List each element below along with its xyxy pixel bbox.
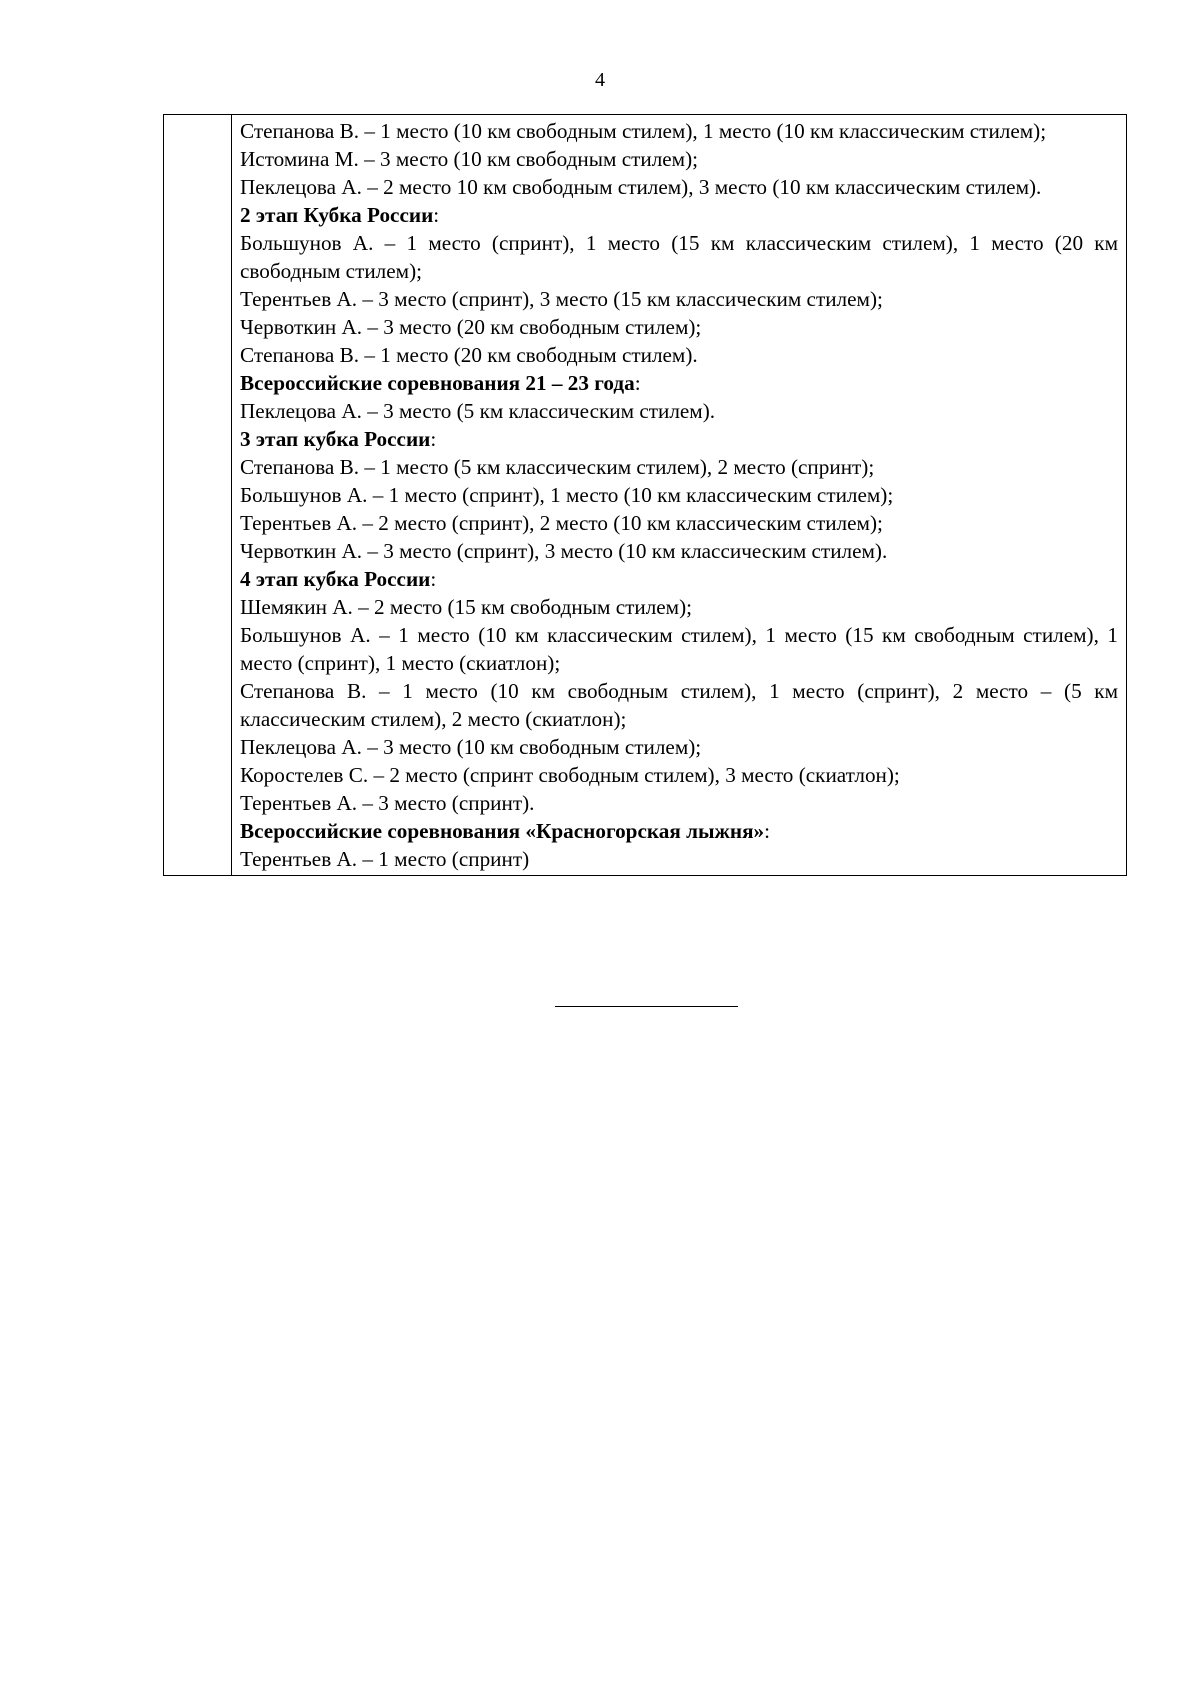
result-line: Коростелев С. – 2 место (спринт свободным стилем), 3 место (скиатлон);: [240, 763, 900, 787]
result-line: Терентьев А. – 1 место (спринт): [240, 847, 530, 871]
table-row: [164, 115, 1127, 876]
section-heading: [240, 565, 1118, 593]
section-heading-colon: :: [430, 567, 437, 591]
results-list: [240, 117, 1118, 873]
result-line: Червоткин А. – 3 место (20 км свободным стилем);: [240, 315, 702, 339]
table-cell-content: [232, 115, 1127, 876]
result-line: Пеклецова А. – 3 место (5 км классическим стилем).: [240, 399, 716, 423]
result-line: Червоткин А. – 3 место (спринт), 3 место (10 км классическим стилем).: [240, 539, 888, 563]
result-line: Большунов А. – 1 место (10 км классическим стилем), 1 место (15 км свободным стилем), 1 место (спринт), 1 место (скиатлон);: [240, 623, 1118, 675]
result-line: Терентьев А. – 3 место (спринт), 3 место (15 км классическим стилем);: [240, 287, 883, 311]
section-heading-text: Всероссийские соревнования 21 – 23 года: [240, 371, 635, 395]
table-cell-empty: [164, 115, 232, 876]
section-heading-text: 4 этап кубка России: [240, 567, 431, 591]
section-heading: [240, 817, 1118, 845]
result-line: Степанова В. – 1 место (10 км свободным стилем), 1 место (10 км классическим стилем);: [240, 119, 1047, 143]
results-table: [163, 114, 1127, 876]
section-heading-colon: :: [430, 427, 437, 451]
result-line: Терентьев А. – 2 место (спринт), 2 место (10 км классическим стилем);: [240, 511, 883, 535]
result-line: Степанова В. – 1 место (20 км свободным стилем).: [240, 343, 698, 367]
section-heading-text: Всероссийские соревнования «Красногорская лыжня»: [240, 819, 765, 843]
section-heading-text: 3 этап кубка России: [240, 427, 431, 451]
section-heading-colon: :: [634, 371, 641, 395]
result-line: Истомина М. – 3 место (10 км свободным стилем);: [240, 147, 699, 171]
section-heading-colon: :: [764, 819, 771, 843]
section-heading-text: 2 этап Кубка России: [240, 203, 434, 227]
result-line: Пеклецова А. – 2 место 10 км свободным стилем), 3 место (10 км классическим стилем).: [240, 175, 1042, 199]
result-line: Пеклецова А. – 3 место (10 км свободным стилем);: [240, 735, 702, 759]
section-heading: [240, 425, 1118, 453]
section-heading: [240, 201, 1118, 229]
result-line: Степанова В. – 1 место (10 км свободным стилем), 1 место (спринт), 2 место – (5 км классическим стилем), 2 место (скиатлон);: [240, 679, 1118, 731]
result-line: Терентьев А. – 3 место (спринт).: [240, 791, 535, 815]
result-line: Степанова В. – 1 место (5 км классическим стилем), 2 место (спринт);: [240, 455, 875, 479]
page-number: 4: [595, 69, 605, 91]
result-line: Большунов А. – 1 место (спринт), 1 место (10 км классическим стилем);: [240, 483, 894, 507]
section-heading-colon: :: [433, 203, 440, 227]
result-line: Большунов А. – 1 место (спринт), 1 место (15 км классическим стилем), 1 место (20 км свободным стилем);: [240, 231, 1118, 283]
section-heading: [240, 369, 1118, 397]
footer-divider-line: [555, 1006, 738, 1007]
result-line: Шемякин А. – 2 место (15 км свободным стилем);: [240, 595, 693, 619]
